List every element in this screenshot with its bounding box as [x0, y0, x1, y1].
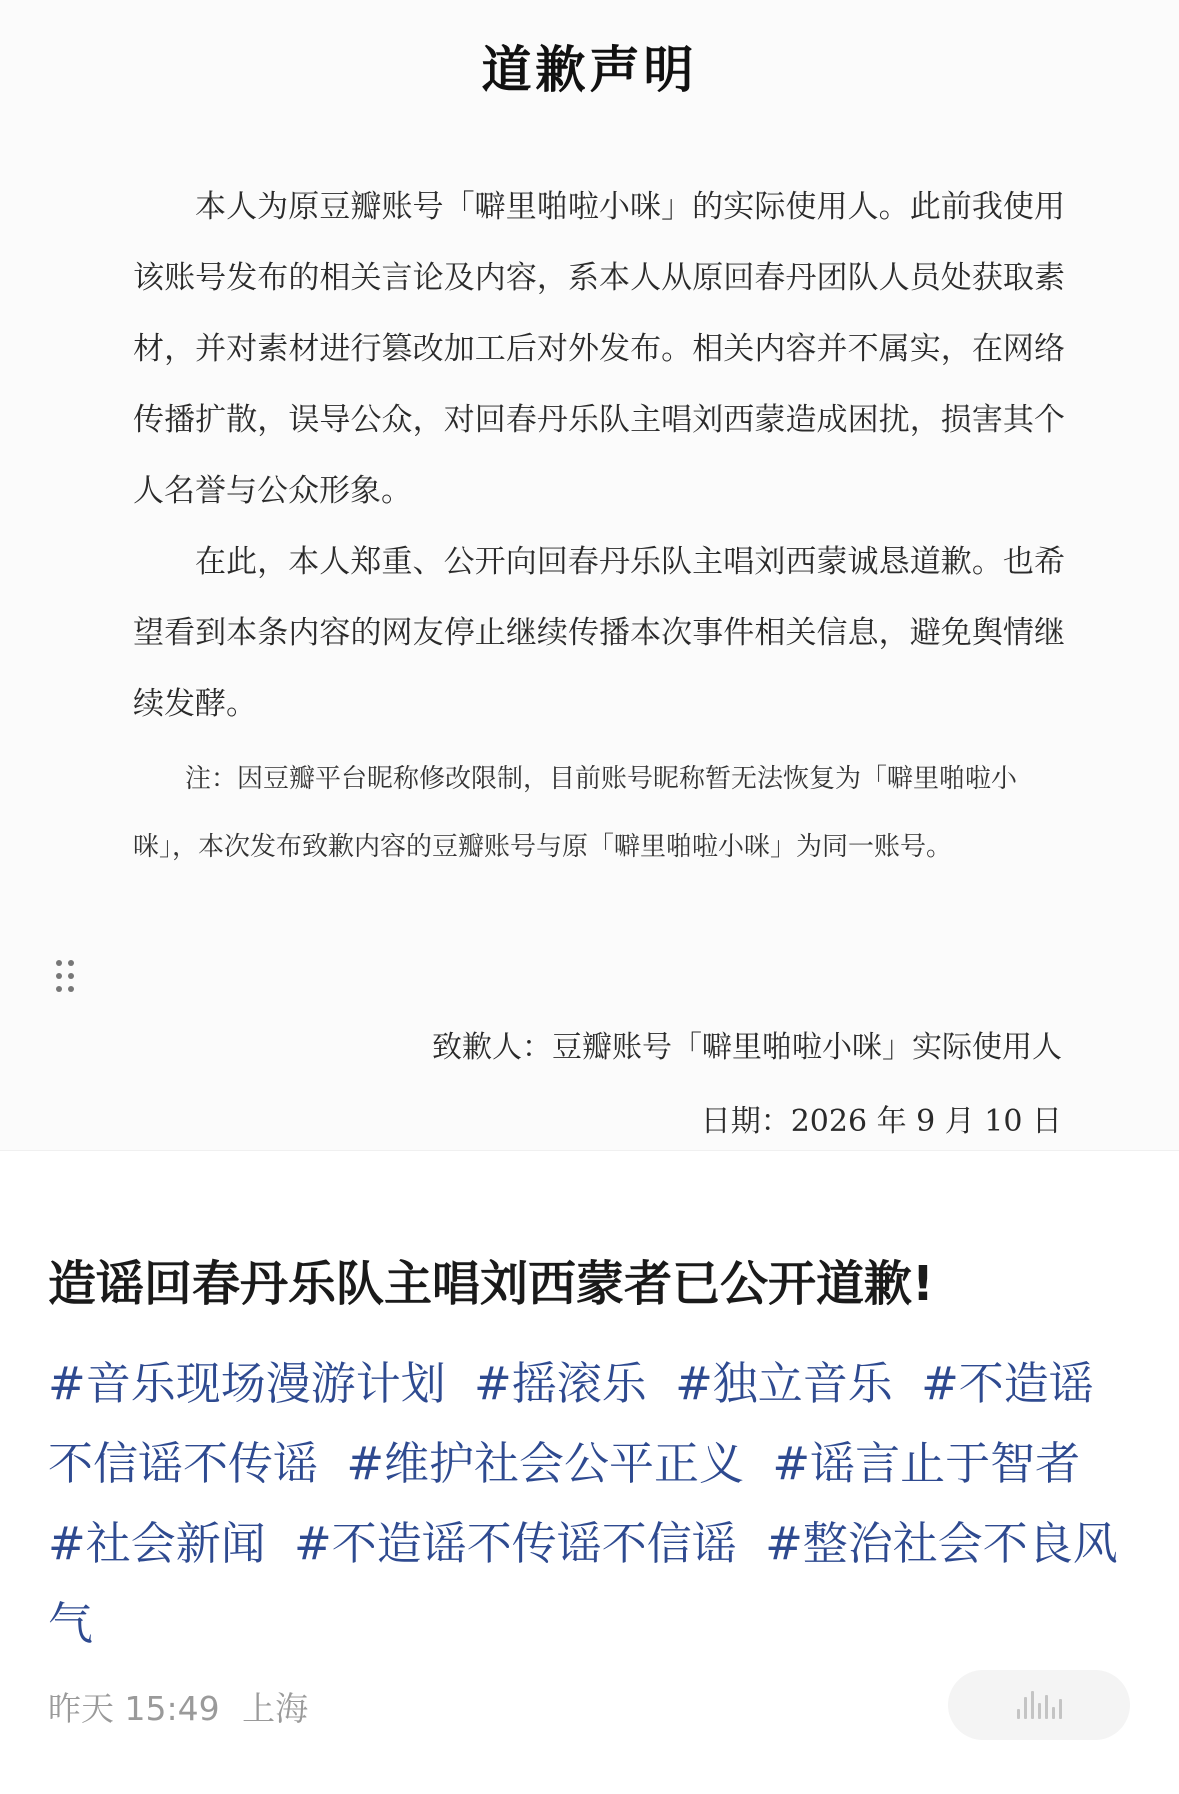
document-body [133, 172, 1065, 740]
hashtag-link[interactable]: #社会新闻 [48, 1517, 266, 1570]
post-meta [48, 1683, 308, 1730]
document-paragraph-1: 本人为原豆瓣账号「噼里啪啦小咪」的实际使用人。此前我使用该账号发布的相关言论及内容，系本人从原回春丹团队人员处获取素材，并对素材进行篡改加工后对外发布。相关内容并不属实，在网络传播扩散，误导公众，对回春丹乐队主唱刘西蒙造成困扰，损害其个人名誉与公众形象。 [133, 189, 1065, 509]
hashtag-link[interactable]: #整治社会不良风气 [48, 1517, 1118, 1650]
hashtag-link[interactable]: #不造谣不信谣不传谣 [48, 1357, 1094, 1490]
document-signer: 致歉人：豆瓣账号「噼里啪啦小咪」实际使用人 [432, 1030, 1062, 1065]
document-note-text: 注：因豆瓣平台昵称修改限制，目前账号昵称暂无法恢复为「噼里啪啦小咪」，本次发布致歉内容的豆瓣账号与原「噼里啪啦小咪」为同一账号。 [133, 764, 1018, 862]
hashtag-list [48, 1344, 1138, 1664]
document-paragraph-2: 在此，本人郑重、公开向回春丹乐队主唱刘西蒙诚恳道歉。也希望看到本条内容的网友停止继续传播本次事件相关信息，避免舆情继续发酵。 [133, 544, 1065, 722]
post-location: 上海 [242, 1689, 309, 1728]
document-date: 日期：2026 年 9 月 10 日 [700, 1104, 1062, 1139]
document-note [133, 745, 1065, 881]
hashtag-link[interactable]: #维护社会公平正义 [346, 1437, 745, 1490]
bar-chart-icon [1017, 1691, 1062, 1719]
hashtag-link[interactable]: #不造谣不传谣不信谣 [294, 1517, 737, 1570]
hashtag-link[interactable]: #谣言止于智者 [772, 1437, 1081, 1490]
post-title: 造谣回春丹乐队主唱刘西蒙者已公开道歉! [48, 1256, 934, 1312]
hashtag-link[interactable]: #独立音乐 [675, 1357, 893, 1410]
document-title: 道歉声明 [481, 40, 698, 99]
post-time: 昨天 15:49 [48, 1689, 220, 1728]
grip-dots-icon[interactable] [56, 960, 80, 994]
hashtag-link[interactable]: #音乐现场漫游计划 [48, 1357, 446, 1410]
hashtag-link[interactable]: #摇滚乐 [474, 1357, 647, 1410]
stats-button[interactable] [948, 1670, 1130, 1740]
